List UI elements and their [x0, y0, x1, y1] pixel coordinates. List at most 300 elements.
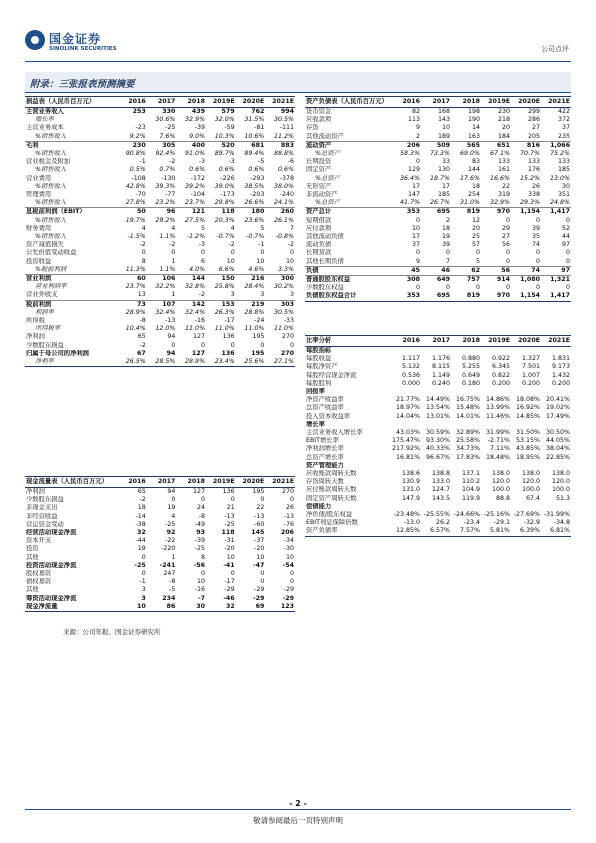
table-row	[25, 225, 295, 233]
cell-value: 0	[535, 284, 540, 292]
cell-value: -59	[224, 124, 235, 132]
cell-value: -29	[282, 594, 294, 602]
cell-value: 39	[531, 224, 540, 232]
cell-value: -56	[193, 561, 206, 569]
cell-value: 0	[230, 249, 235, 257]
cell-value: 7.57%	[451, 527, 481, 536]
cell-value: 0	[260, 249, 265, 257]
cell-value	[511, 347, 541, 356]
cell-value: 1,080	[511, 276, 541, 285]
table-row	[305, 292, 571, 301]
cell-value: 20	[501, 124, 510, 132]
year-header: 2019E	[481, 97, 511, 108]
cell-value: 176	[527, 166, 540, 174]
cell-value: 28.4%	[244, 283, 265, 291]
cell-value: 51.3	[555, 494, 570, 502]
cell-value: 9	[415, 257, 420, 265]
table-row	[305, 108, 571, 117]
table-row	[305, 150, 571, 158]
cell-value: 38.04%	[545, 445, 570, 453]
row-label: 投资收益	[26, 257, 52, 265]
table-row	[305, 462, 571, 470]
cell-value: 0	[289, 496, 294, 504]
table-row	[305, 429, 571, 437]
table-row	[25, 562, 295, 570]
cell-value: 11.0%	[244, 325, 265, 333]
cell-value: 270	[281, 333, 294, 341]
cell-value	[421, 347, 451, 356]
cell-value: 18.95%	[515, 453, 540, 461]
table-row	[305, 199, 571, 208]
row-label: 应收款项	[306, 116, 332, 124]
cell-value: 136	[221, 349, 235, 357]
cell-value: -25.55%	[423, 511, 450, 519]
cell-value: 0	[445, 284, 450, 292]
cell-value: 75.2%	[549, 150, 570, 158]
cell-value: 4	[171, 512, 176, 520]
table-row	[25, 521, 295, 529]
row-label: 净利润增长率	[306, 445, 344, 453]
cell-value: 145	[251, 529, 265, 537]
row-label: 资产减值损失	[26, 241, 64, 249]
cell-value: 45	[391, 266, 421, 275]
cell-value: 0	[415, 284, 420, 292]
cell-value: 0	[505, 284, 510, 292]
row-label: 增长率	[306, 420, 325, 428]
cell-value: 10	[285, 257, 294, 265]
cell-value: 18.48%	[485, 453, 510, 461]
cell-value: 32.89%	[455, 429, 480, 437]
table-row	[25, 266, 295, 275]
cell-value: 100.0	[551, 486, 570, 494]
table-row	[25, 325, 295, 333]
row-label: 净利率	[25, 358, 117, 367]
cell-value: -0.7%	[246, 233, 265, 241]
report-type-label: 公司点评	[541, 45, 569, 53]
cell-value: 29.8%	[214, 199, 235, 207]
table-row	[25, 175, 295, 183]
year-header: 2018	[176, 97, 206, 108]
cell-value: 28.9%	[176, 358, 206, 367]
cell-value: 30	[176, 603, 206, 612]
cell-value: 28.9%	[125, 308, 146, 316]
table-row	[25, 191, 295, 199]
cell-value	[451, 421, 481, 429]
cell-value: 18	[471, 182, 480, 190]
cell-value	[421, 503, 451, 511]
cell-value: 144	[176, 275, 206, 284]
cell-value: 133	[527, 158, 540, 166]
cell-value: -20	[254, 545, 265, 553]
cell-value: 65	[137, 488, 146, 495]
cell-value: 0	[141, 570, 146, 578]
cell-value: 5.255	[461, 363, 480, 371]
table-row	[25, 291, 295, 300]
cell-value: 31.50%	[515, 429, 540, 437]
table-row	[305, 276, 571, 285]
cell-value: -23.4	[463, 519, 480, 527]
cell-value: 130.9	[401, 478, 420, 486]
cell-value: -1	[139, 158, 146, 166]
cell-value: -31	[224, 537, 235, 545]
cell-value: 10	[117, 603, 147, 612]
cell-value: 28.5%	[147, 358, 177, 367]
cell-value: -29	[283, 586, 294, 594]
cell-value: 762	[251, 108, 265, 115]
cell-value: -220	[161, 545, 176, 553]
row-label: 营业利润率	[35, 283, 67, 291]
cell-value: 56	[501, 241, 510, 249]
table-row	[25, 504, 295, 512]
table-row	[305, 284, 571, 292]
table-row	[305, 372, 571, 380]
row-label: 所得税率	[35, 325, 61, 333]
row-label: 税前利润	[25, 300, 117, 309]
cell-value: 67.1%	[489, 150, 510, 158]
cell-value: 92	[166, 529, 176, 537]
cell-value: 520	[206, 141, 236, 150]
cell-value: 9.173	[551, 363, 570, 371]
table-row	[25, 358, 295, 367]
cell-value: 143.5	[431, 494, 450, 502]
year-header: 2017	[421, 97, 451, 108]
cell-value: 29.3%	[519, 199, 540, 207]
cell-value	[391, 462, 421, 470]
cell-value: 23.4%	[206, 358, 236, 367]
cell-value: 5	[260, 224, 265, 232]
cell-value: -24	[254, 317, 265, 325]
cell-value: 138.0	[491, 470, 510, 478]
cell-value: 970	[481, 208, 511, 217]
cell-value: 11.0%	[273, 325, 294, 333]
cell-value: 247	[163, 570, 176, 578]
cell-value: -2	[169, 241, 176, 249]
cell-value: -23.48%	[393, 511, 420, 519]
cell-value: 0.6%	[278, 166, 294, 174]
table-header-row	[25, 477, 295, 488]
cell-value	[481, 503, 511, 511]
table-row	[25, 342, 295, 350]
row-label: 应付账款周转天数	[306, 486, 357, 494]
row-label: 资产管理能力	[306, 461, 344, 469]
cell-value: 0	[201, 341, 206, 349]
cell-value: 97	[541, 266, 571, 275]
cell-value: 37	[411, 241, 420, 249]
cell-value: 0	[505, 257, 510, 265]
cell-value: 10.4%	[125, 325, 146, 333]
table-row	[305, 266, 571, 275]
cell-value: 32.4%	[185, 308, 206, 316]
cell-value: 0.6%	[218, 166, 235, 174]
row-label: 非经营收益	[26, 512, 58, 520]
table-row	[305, 133, 571, 142]
cell-value: 119.9	[461, 494, 480, 502]
cell-value: 16.6%	[489, 174, 510, 182]
cell-value: 17	[411, 182, 420, 190]
row-label: 其他长期负债	[306, 257, 344, 265]
row-label: 主营业务收入增长率	[306, 429, 363, 437]
cell-value: 30.50%	[545, 429, 570, 437]
row-label: 每股股利	[306, 379, 332, 387]
cell-value: 0	[260, 341, 265, 349]
cell-value	[421, 462, 451, 470]
cell-value: 33	[441, 158, 450, 166]
cell-value: 0	[505, 249, 510, 257]
table-row	[305, 478, 571, 486]
cell-value: -3	[198, 158, 206, 166]
table-row	[25, 108, 295, 117]
row-label: 公允价值变动收益	[26, 249, 77, 257]
row-label: 每股收益	[306, 355, 332, 363]
row-label: 偿债能力	[306, 502, 332, 510]
cell-value: 26.5%	[117, 358, 147, 367]
cell-value: 153	[206, 300, 236, 309]
cell-value	[511, 462, 541, 470]
table-row	[25, 283, 295, 291]
cell-value: 16.92%	[515, 404, 540, 412]
row-label: 应付款项	[306, 224, 332, 232]
table-row	[305, 454, 571, 462]
cell-value: 819	[451, 292, 481, 301]
cell-value: 0	[535, 257, 540, 265]
cell-value: 25	[471, 233, 480, 241]
table-row	[25, 258, 295, 266]
cell-value: 14	[471, 124, 480, 132]
cell-value: 168	[437, 108, 450, 115]
cell-value: 27	[531, 124, 540, 132]
cell-value: 1	[171, 257, 176, 265]
cell-value: 10	[197, 578, 206, 586]
row-label: 少数股东权益	[306, 284, 344, 292]
cell-value: -293	[250, 174, 265, 182]
page-number: - 2 -	[289, 799, 307, 808]
cell-value: 0	[201, 570, 206, 578]
cell-value: 18.97%	[395, 404, 420, 412]
cell-value: 22	[256, 504, 265, 512]
cell-value: 70.7%	[519, 150, 540, 158]
cell-value: 127	[193, 333, 206, 341]
row-label: 营运资金变动	[26, 520, 64, 528]
cell-value: 32.8%	[185, 283, 206, 291]
cell-value	[391, 503, 421, 511]
cell-value: -108	[131, 174, 146, 182]
cell-value: -8	[139, 317, 146, 325]
cell-value: -130	[161, 174, 176, 182]
cell-value: 216	[236, 275, 266, 284]
row-label: 每股净资产	[306, 363, 338, 371]
cell-value: 330	[162, 108, 176, 115]
cell-value: 143	[437, 116, 450, 124]
row-label: 资产负债率	[305, 527, 391, 536]
cell-value: 89.7%	[214, 150, 235, 158]
cell-value: -25	[134, 561, 146, 569]
cell-value: 190	[467, 116, 480, 124]
cell-value: 5.81%	[481, 527, 511, 536]
cell-value: 1,321	[541, 276, 571, 285]
cell-value: 1.1%	[159, 233, 176, 241]
cell-value: -8	[198, 512, 206, 520]
cell-value: 147.9	[401, 494, 420, 502]
logo-chinese-name: 国金证券	[49, 32, 102, 46]
cell-value: 39.2%	[185, 182, 206, 190]
cell-value: 27	[501, 233, 510, 241]
cell-value: 6.6%	[218, 265, 235, 273]
cell-value: 649	[421, 276, 451, 285]
row-label: 长期贷款	[306, 249, 332, 257]
cell-value: 0	[141, 553, 146, 561]
cell-value: -24.66%	[453, 511, 480, 519]
cell-value: 118	[206, 208, 236, 217]
cell-value: 31.0%	[459, 199, 480, 207]
cell-value: 4.0%	[189, 265, 206, 273]
cell-value: 39.3%	[155, 182, 176, 190]
cell-value: 1.327	[521, 355, 540, 363]
cell-value: 1.176	[431, 355, 450, 363]
cell-value: 5.132	[401, 363, 420, 371]
table-row	[25, 217, 295, 225]
cell-value	[391, 421, 421, 429]
cell-value: -173	[220, 191, 235, 199]
cell-value: 133	[497, 158, 510, 166]
cell-value: -25	[165, 520, 176, 528]
cell-value	[451, 503, 481, 511]
cell-value: 130	[437, 166, 450, 174]
table-row	[25, 124, 295, 132]
cell-value: 104.9	[461, 486, 480, 494]
cell-value: -44	[135, 537, 146, 545]
cell-value: -23	[135, 124, 146, 132]
cell-value: 89.4%	[244, 150, 265, 158]
cell-value: 400	[176, 141, 206, 150]
table-row	[305, 380, 571, 388]
row-label: %总资产	[315, 199, 340, 207]
cell-value	[421, 388, 451, 396]
table-row	[25, 488, 295, 497]
cell-value	[421, 421, 451, 429]
cell-value: 0.000	[401, 379, 420, 387]
year-header: 2020E	[511, 97, 541, 108]
cell-value: 93.30%	[425, 437, 450, 445]
cell-value: 83	[471, 158, 480, 166]
cell-value: 19	[167, 504, 176, 512]
cell-value: -240	[279, 191, 294, 199]
cell-value: 816	[511, 141, 541, 150]
row-label: %销售收入	[35, 150, 67, 158]
table-row	[305, 355, 571, 363]
cell-value: 67	[137, 349, 146, 357]
row-label: 无形资产	[306, 182, 332, 190]
cell-value: -16	[194, 317, 206, 325]
cell-value	[481, 388, 511, 396]
source-note: 来源：公司年报、国金证券研究所	[63, 628, 161, 636]
page-header	[25, 30, 571, 62]
cell-value: 26.6%	[244, 199, 265, 207]
cell-value: -25.16%	[483, 511, 510, 519]
row-label: 毛利	[25, 141, 117, 150]
row-label: EBIT增长率	[306, 437, 339, 445]
cell-value: -47	[252, 561, 265, 569]
row-label: %销售收入	[35, 233, 67, 241]
cell-value: 69.0%	[459, 150, 480, 158]
cell-value: 0	[289, 578, 294, 586]
cell-value: 32	[206, 603, 236, 612]
cell-value: 17.83%	[455, 453, 480, 461]
cell-value: 11.0%	[214, 325, 235, 333]
cell-value: 1,154	[511, 292, 541, 301]
row-label: 资产总计	[305, 208, 391, 217]
table-row	[25, 317, 295, 325]
cell-value: 565	[451, 141, 481, 150]
row-label: %销售收入	[35, 199, 67, 207]
row-label: 筹资活动现金净流	[26, 594, 77, 602]
cell-value: 0.200	[551, 379, 570, 387]
table-row	[25, 545, 295, 553]
cell-value: 10	[256, 553, 265, 561]
row-label: 负债	[305, 266, 391, 275]
cell-value	[541, 462, 571, 470]
cell-value: 0	[475, 249, 480, 257]
cell-value: 65	[137, 333, 146, 341]
cell-value: -39	[194, 124, 206, 132]
cell-value: 338	[527, 191, 540, 199]
cell-value: 41.7%	[399, 199, 420, 207]
appendix-banner	[25, 72, 571, 93]
cell-value: 206	[280, 529, 294, 537]
row-label: 利润率	[35, 308, 54, 316]
cell-value: -31.99%	[543, 511, 570, 519]
table-row	[25, 158, 295, 166]
cell-value: -37	[254, 537, 265, 545]
year-header: 2016	[117, 97, 147, 108]
cell-value: 234	[162, 594, 176, 602]
cell-value: 175.47%	[392, 437, 421, 445]
year-header: 2017	[147, 97, 177, 108]
cell-value: -1.5%	[127, 233, 146, 241]
cell-value: 26.2	[435, 519, 450, 527]
cell-value: 31.5%	[244, 116, 265, 124]
cell-value	[481, 421, 511, 429]
table-row	[25, 249, 295, 257]
cell-value: 11.46%	[485, 412, 510, 420]
cell-value: 20.3%	[214, 216, 235, 224]
table-row	[305, 519, 571, 527]
cell-value: 0	[445, 249, 450, 257]
table-row	[25, 141, 295, 150]
cell-value: 0.240	[431, 379, 450, 387]
cell-value: 30.59%	[425, 429, 450, 437]
cell-value: 17.49%	[545, 412, 570, 420]
cell-value: -25	[224, 520, 235, 528]
row-label: 其他流动负债	[306, 233, 344, 241]
cell-value: 1,417	[541, 208, 571, 217]
cell-value: 144	[467, 166, 480, 174]
cell-value	[541, 347, 571, 356]
cell-value: 97	[561, 241, 570, 249]
table-row	[305, 527, 571, 536]
cell-value: 67.4	[525, 494, 540, 502]
cell-value: -17	[224, 578, 235, 586]
cell-value: 422	[557, 108, 570, 115]
cell-value: 74	[531, 241, 540, 249]
table-row	[25, 309, 295, 317]
cell-value: 7.501	[521, 363, 540, 371]
cell-value: 62	[451, 266, 481, 275]
row-label: 净利润	[26, 333, 45, 341]
cell-value: 127	[191, 349, 206, 357]
cell-value: 185	[557, 166, 570, 174]
cell-value	[391, 347, 421, 356]
year-header: 2021E	[541, 97, 571, 108]
